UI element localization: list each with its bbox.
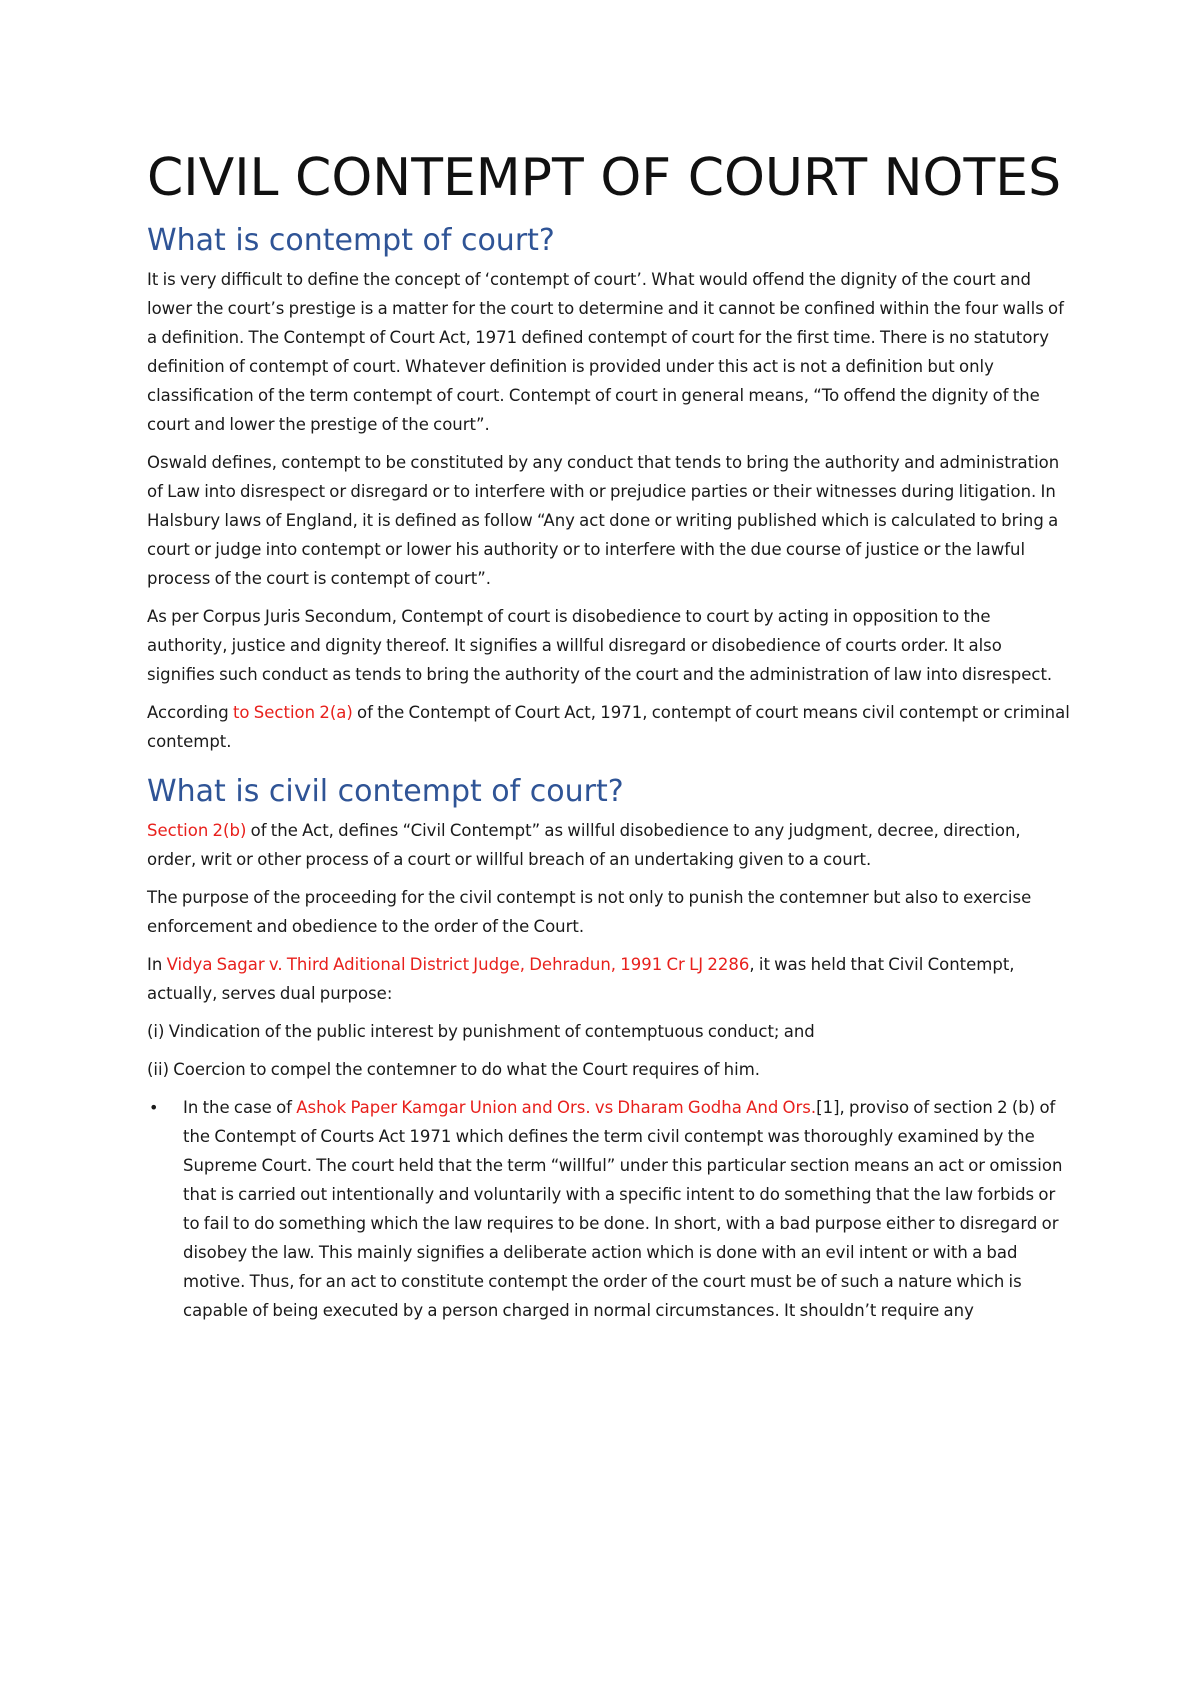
paragraph-text: of the Contempt of Court Act, 1971, contempt of court means civil contempt or criminal contempt. [147, 703, 1070, 751]
paragraph-text: In the case of [183, 1098, 297, 1117]
ashok-paper-case-link[interactable]: Ashok Paper Kamgar Union and Ors. vs Dharam Godha And Ors. [296, 1098, 817, 1117]
paragraph-text: , it was held that Civil Contempt, actually, serves dual purpose: [147, 955, 1015, 1003]
vidya-sagar-case-link[interactable]: Vidya Sagar v. Third Aditional District Judge, Dehradun, 1991 Cr LJ 2286 [166, 955, 750, 974]
paragraph-corpus-juris: As per Corpus Juris Secondum, Contempt of court is disobedience to court by acting in opposition to the authority, justice and dignity thereof. It signifies a willful disregard or disobedience of courts order. It also signifies such conduct as tends to bring the authority of the court and the administration of law into disrespect. [147, 607, 1053, 684]
section-heading-civil-contempt: What is civil contempt of court? [147, 774, 624, 809]
bullet-icon: • [149, 1098, 159, 1117]
paragraph-text: According [147, 703, 229, 722]
document-title: CIVIL CONTEMPT OF COURT NOTES [147, 148, 1062, 208]
paragraph-purpose: The purpose of the proceeding for the civil contempt is not only to punish the contemner but also to exercise enforcement and obedience to the order of the Court. [147, 888, 1032, 936]
list-item [149, 1093, 1072, 1325]
paragraph-section-2a [147, 698, 1072, 756]
paragraph-section-2b [147, 816, 1072, 874]
paragraph-text: of the Act, defines “Civil Contempt” as willful disobedience to any judgment, decree, direction, order, writ or other process of a court or willful breach of an undertaking given to a court. [147, 821, 1021, 869]
paragraph-text: [1], proviso of section 2 (b) of the Contempt of Courts Act 1971 which defines the term civil contempt was thoroughly examined by the Supreme Court. The court held that the term “willful” under this particular section means an act or omission that is carried out intentionally and voluntarily with a specific intent to do something that the law forbids or to fail to do something which the law requires to be done. In short, with a bad purpose either to disregard or disobey the law. This mainly signifies a deliberate action which is done with an evil intent or with a bad motive. Thus, for an act to constitute contempt the order of the court must be of such a nature which is capable of being executed by a person charged in normal circumstances. It shouldn’t require any [183, 1098, 1063, 1320]
section-heading-contempt: What is contempt of court? [147, 223, 555, 258]
bullet-list [147, 1093, 1072, 1325]
paragraph-purpose-i: (i) Vindication of the public interest by punishment of contemptuous conduct; and [147, 1022, 815, 1041]
paragraph-purpose-ii: (ii) Coercion to compel the contemner to do what the Court requires of him. [147, 1060, 761, 1079]
paragraph-vidya-sagar [147, 950, 1072, 1008]
section-2b-link[interactable]: Section 2(b) [147, 821, 247, 840]
section-2a-link[interactable]: to Section 2(a) [228, 703, 353, 722]
paragraph-text: In [147, 955, 167, 974]
paragraph-definition: It is very difficult to define the concept of ‘contempt of court’. What would offend the dignity of the court and lower the court’s prestige is a matter for the court to determine and it cannot be confined within the four walls of a definition. The Contempt of Court Act, 1971 defined contempt of court for the first time. There is no statutory definition of contempt of court. Whatever definition is provided under this act is not a definition but only classification of the term contempt of court. Contempt of court in general means, “To offend the dignity of the court and lower the prestige of the court”. [147, 270, 1064, 434]
paragraph-oswald: Oswald defines, contempt to be constituted by any conduct that tends to bring the authority and administration of Law into disrespect or disregard or to interfere with or prejudice parties or their witnesses during litigation. In Halsbury laws of England, it is defined as follow “Any act done or writing published which is calculated to bring a court or judge into contempt or lower his authority or to interfere with the due course of justice or the lawful process of the court is contempt of court”. [147, 453, 1060, 588]
